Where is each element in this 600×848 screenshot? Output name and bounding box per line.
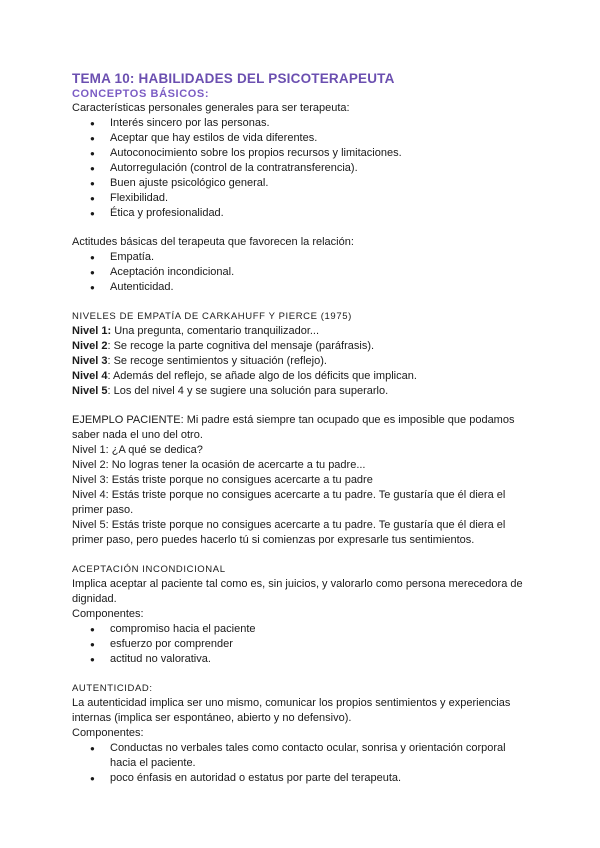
authenticity-list (72, 741, 532, 786)
level-line (72, 369, 532, 384)
authenticity-heading: AUTENTICIDAD: (72, 683, 153, 694)
level-line (72, 324, 532, 339)
level-line (72, 384, 532, 399)
list-item: ● Autenticidad. (110, 280, 532, 295)
acceptance-body: Implica aceptar al paciente tal como es, sin juicios, y valorarlo como persona merecedora de dignidad. (72, 578, 523, 605)
attitudes-intro: Actitudes básicas del terapeuta que favorecen la relación: (72, 236, 354, 248)
spacer (72, 667, 532, 681)
list-item: ● Aceptación incondicional. (110, 265, 532, 280)
list-item: ● Empatía. (110, 250, 532, 265)
spacer (72, 548, 532, 562)
acceptance-list (72, 622, 532, 667)
characteristics-list (72, 116, 532, 221)
page-title: TEMA 10: HABILIDADES DEL PSICOTERAPEUTA (72, 71, 395, 86)
authenticity-components-label: Componentes: (72, 727, 144, 739)
list-item: ● actitud no valorativa. (110, 652, 532, 667)
spacer (72, 399, 532, 413)
spacer (72, 221, 532, 235)
example-line: Nivel 2: No logras tener la ocasión de acercarte a tu padre... (72, 459, 366, 471)
list-item: ● Ética y profesionalidad. (110, 206, 532, 221)
spacer (72, 295, 532, 309)
level-text: : Se recoge la parte cognitiva del mensaje (paráfrasis). (107, 340, 375, 352)
example-line: Nivel 1: ¿A qué se dedica? (72, 444, 203, 456)
level-text: : Además del reflejo, se añade algo de los déficits que implican. (107, 370, 417, 382)
acceptance-components-label: Componentes: (72, 608, 144, 620)
attitudes-list (72, 250, 532, 295)
level-text: : Los del nivel 4 y se sugiere una solución para superarlo. (107, 385, 389, 397)
list-item: ● Autoconocimiento sobre los propios recursos y limitaciones. (110, 146, 532, 161)
document-content (72, 70, 532, 786)
example-line: Nivel 5: Estás triste porque no consigues acercarte a tu padre. Te gustaría que él diera el primer paso, pero puedes hacerlo tú si comienzas por expresarle tus sentimientos. (72, 519, 506, 546)
list-item: ● poco énfasis en autoridad o estatus por parte del terapeuta. (110, 771, 532, 786)
level-line (72, 354, 532, 369)
levels-heading: NIVELES DE EMPATÍA DE CARKAHUFF Y PIERCE (1975) (72, 311, 352, 322)
list-item: ● Autorregulación (control de la contratransferencia). (110, 161, 532, 176)
list-item: ● Interés sincero por las personas. (110, 116, 532, 131)
level-text: Una pregunta, comentario tranquilizador... (111, 325, 320, 337)
level-text: : Se recoge sentimientos y situación (reflejo). (107, 355, 327, 367)
level-label: Nivel 2 (72, 340, 108, 352)
characteristics-intro: Características personales generales para ser terapeuta: (72, 102, 350, 114)
authenticity-body: La autenticidad implica ser uno mismo, comunicar los propios sentimientos y experiencias internas (implica ser espontáneo, abierto y no defensivo). (72, 697, 511, 724)
level-label: Nivel 1: (72, 325, 112, 337)
level-line (72, 339, 532, 354)
example-line: Nivel 4: Estás triste porque no consigues acercarte a tu padre. Te gustaría que él diera el primer paso. (72, 489, 506, 516)
level-label: Nivel 3 (72, 355, 108, 367)
acceptance-heading: ACEPTACIÓN INCONDICIONAL (72, 564, 226, 575)
list-item: ● Buen ajuste psicológico general. (110, 176, 532, 191)
list-item: ● Conductas no verbales tales como contacto ocular, sonrisa y orientación corporal hacia el paciente. (110, 741, 532, 771)
example-line: Nivel 3: Estás triste porque no consigues acercarte a tu padre (72, 474, 373, 486)
level-label: Nivel 5 (72, 385, 108, 397)
list-item: ● esfuerzo por comprender (110, 637, 532, 652)
list-item: ● compromiso hacia el paciente (110, 622, 532, 637)
level-label: Nivel 4 (72, 370, 108, 382)
list-item: ● Aceptar que hay estilos de vida diferentes. (110, 131, 532, 146)
section-subtitle: CONCEPTOS BÁSICOS: (72, 88, 210, 100)
example-intro: EJEMPLO PACIENTE: Mi padre está siempre tan ocupado que es imposible que podamos saber nada el uno del otro. (72, 414, 515, 441)
list-item: ● Flexibilidad. (110, 191, 532, 206)
